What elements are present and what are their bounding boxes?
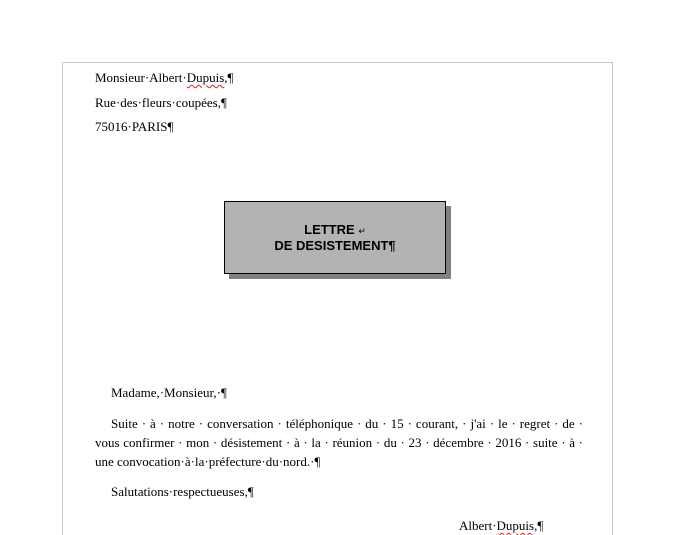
page-border-top: [62, 62, 613, 63]
sender-street: Rue·des·fleurs·coupées,¶: [95, 95, 227, 110]
body-paragraph: Suite · à · notre · conversation · téléphonique · du · 15 · courant, · j'ai · le · regret · de · vous confirmer · mon · désistement · à · la · réunion · du · 23 · décembre · 2016 · suite · à · une convocation·à·la·préfecture·du·nord.·¶: [95, 416, 583, 469]
line-break-mark: ↵: [358, 226, 366, 236]
title-line-1: [225, 222, 445, 237]
closing: Salutations·respectueuses,¶: [111, 484, 254, 499]
title-line-2: DE DESISTEMENT¶: [274, 238, 396, 253]
sender-name-prefix: Monsieur·Albert·: [95, 70, 187, 85]
title-box: [224, 201, 446, 274]
signature-last: Dupuis: [496, 518, 535, 533]
sender-name-suffix: ,¶: [224, 70, 234, 85]
sender-name: [95, 70, 233, 86]
title-line-1-text: LETTRE: [304, 222, 355, 237]
page-border-right: [612, 62, 613, 535]
signature-suffix: ,¶: [534, 518, 544, 533]
salutation: Madame,·Monsieur,·¶: [111, 385, 227, 400]
signature-prefix: Albert·: [459, 518, 497, 533]
sender-city: 75016·PARIS¶: [95, 119, 174, 134]
signature: [459, 518, 543, 534]
sender-name-last: Dupuis: [186, 70, 225, 85]
page-border-left: [62, 62, 63, 535]
